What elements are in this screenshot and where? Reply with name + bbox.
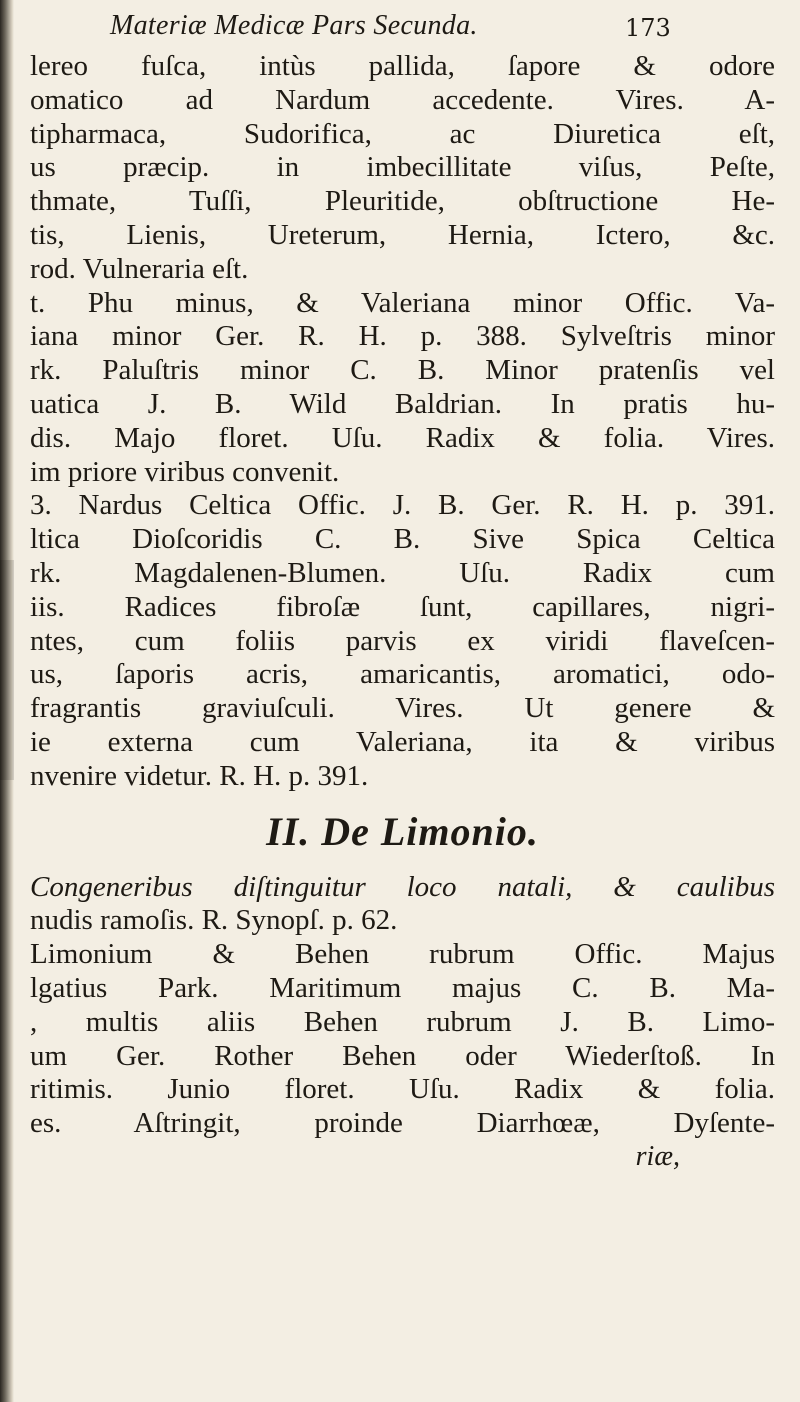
text-line: rod. Vulneraria eſt. — [30, 252, 249, 285]
text-line: 3. Nardus Celtica Offic. J. B. Ger. R. H. p. 391. — [30, 489, 775, 522]
text-line: im priore viribus convenit. — [30, 455, 340, 488]
text-line: rk. Magdalenen-Blumen. Uſu. Radix cum — [30, 556, 775, 589]
text-line: tis, Lienis, Ureterum, Hernia, Ictero, &c. — [30, 218, 775, 251]
text-line: us, ſaporis acris, amaricantis, aromatici, odo- — [30, 658, 775, 691]
text-line: rk. Paluſtris minor C. B. Minor pratenſis vel — [30, 354, 775, 387]
body-text-part2 — [30, 871, 775, 1141]
text-line: iana minor Ger. R. H. p. 388. Sylveſtris minor — [30, 320, 775, 353]
book-page — [30, 10, 775, 1173]
text-line: , multis aliis Behen rubrum J. B. Limo- — [30, 1005, 775, 1038]
text-line: fragrantis graviuſculi. Vires. Ut genere & — [30, 692, 775, 725]
body-text-part1 — [30, 50, 775, 794]
text-line: omatico ad Nardum accedente. Vires. A- — [30, 83, 775, 116]
text-line: iis. Radices fibroſæ ſunt, capillares, nigri- — [30, 590, 775, 623]
text-line: thmate, Tuſſi, Pleuritide, obſtructione He- — [30, 185, 775, 218]
text-line: ntes, cum foliis parvis ex viridi flaveſcen- — [30, 624, 775, 657]
text-line: tipharmaca, Sudorifica, ac Diuretica eſt, — [30, 117, 775, 150]
text-line: ritimis. Junio floret. Uſu. Radix & folia. — [30, 1073, 775, 1106]
catchword: riæ, — [635, 1140, 680, 1172]
page-stain — [0, 560, 14, 780]
text-line: nvenire videtur. R. H. p. 391. — [30, 759, 369, 792]
text-line: dis. Majo floret. Uſu. Radix & folia. Vires. — [30, 421, 775, 454]
text-line: lereo fuſca, intùs pallida, ſapore & odore — [30, 50, 775, 82]
text-line: Limonium & Behen rubrum Offic. Majus — [30, 938, 775, 971]
page-number: 173 — [625, 14, 671, 42]
section-heading: II. De Limonio. — [266, 808, 539, 854]
text-line: Congeneribus diſtinguitur loco natali, & caulibus — [30, 870, 775, 903]
text-line: us præcip. in imbecillitate viſus, Peſte, — [30, 151, 775, 184]
text-line: t. Phu minus, & Valeriana minor Offic. Va- — [30, 286, 775, 319]
text-line: um Ger. Rother Behen oder Wiederſtoß. In — [30, 1039, 775, 1072]
text-line: lgatius Park. Maritimum majus C. B. Ma- — [30, 971, 775, 1004]
text-line: nudis ramoſis. R. Synopſ. p. 62. — [30, 904, 398, 937]
text-line: es. Aſtringit, proinde Diarrhœæ, Dyſente- — [30, 1107, 775, 1140]
text-line: ltica Dioſcoridis C. B. Sive Spica Celtica — [30, 523, 775, 556]
text-line: uatica J. B. Wild Baldrian. In pratis hu- — [30, 387, 775, 420]
running-head: Materiæ Medicæ Pars Secunda. — [110, 10, 478, 41]
text-line: ie externa cum Valeriana, ita & viribus — [30, 725, 775, 758]
page-header — [30, 10, 775, 50]
